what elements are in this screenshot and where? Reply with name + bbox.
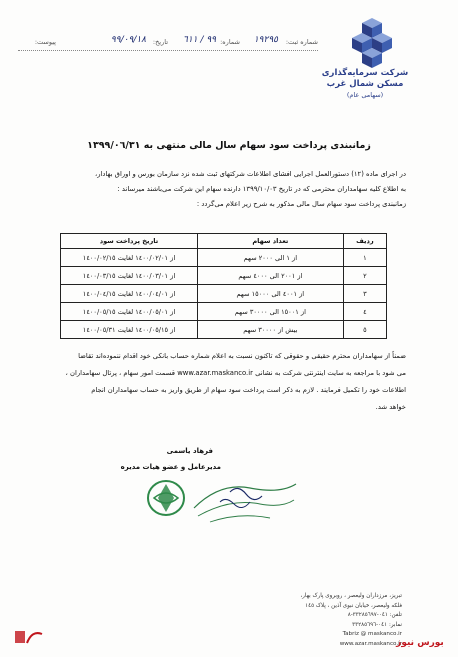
row-number: ٢ (343, 267, 386, 285)
company-name-line3: (سهامی عام) (346, 91, 384, 99)
share-range: از ١ الی ٢٠٠٠ سهم (197, 249, 343, 267)
table-row (61, 321, 387, 339)
intro-line-3: زمانبندی پرداخت سود سهام سال مالی مذکور به شرح زیر اعلام می‌گردد : (196, 200, 406, 208)
letter-number-label: شماره: (220, 38, 240, 46)
date-label: تاریخ: (152, 38, 168, 46)
company-name-line1: شرکت سرمایه‌گذاری (321, 68, 409, 78)
table-header-row (61, 234, 387, 249)
registration-number: ١٩٢٩٥ (253, 35, 278, 45)
row-number: ٤ (343, 303, 386, 321)
registration-label: شماره ثبت: (285, 38, 318, 46)
payment-period: از ١٤٠٠/٠٢/٠١ لغایت ١٤٠٠/٠٢/١٥ (61, 249, 198, 267)
document-title: زمانبندی پرداخت سود سهام سال مالی منتهی به ١٣٩٩/٠٦/٣١ (87, 140, 371, 151)
payment-schedule-table (60, 233, 387, 339)
row-number: ٥ (343, 321, 386, 339)
company-name (320, 68, 410, 100)
row-number: ٣ (343, 285, 386, 303)
footer-fax: نمابر: ٠٤١-٣٣٢٨٥٦٩٦ (352, 621, 402, 628)
signatory-role: مدیرعامل و عضو هیات مدیره (120, 463, 221, 471)
notice-line-2: می شود با مراجعه به سایت اینترنتی شرکت به نشانی www.azar.maskanco.ir قسمت امور سهام ، پرتال سهامداران ، (65, 369, 406, 377)
table-row (61, 267, 387, 285)
footer-line-1: تبریز، مرزداران ولیعصر ، روبروی پارک بهار، (300, 593, 402, 599)
share-range: از ٢٠٠١ الی ٤٠٠٠ سهم (197, 267, 343, 285)
payment-period: از ١٤٠٠/٠٥/٠١ لغایت ١٤٠٠/٠٥/١٥ (61, 303, 198, 321)
footer-email: Tabriz @ maskanco.ir (342, 631, 402, 637)
row-number: ١ (343, 249, 386, 267)
payment-period: از ١٤٠٠/٠٥/١٥ لغایت ١٤٠٠/٠٥/٣١ (61, 321, 198, 339)
notice-line-4: خواهد شد. (375, 403, 406, 411)
share-range: از ١٥٠٠١ الی ٣٠٠٠٠ سهم (197, 303, 343, 321)
news-logo-icon (14, 628, 44, 646)
share-range: از ٤٠٠١ الی ١٥٠٠٠ سهم (197, 285, 343, 303)
company-stamp-icon (190, 478, 300, 528)
footer-line-2: فلکه ولیعصر، خیابان نبوی آذین ، پلاک ١٤٥ (305, 602, 402, 609)
footer-website: www.azar.maskanco.ir (339, 640, 402, 647)
table-row (61, 303, 387, 321)
table-row (61, 249, 387, 267)
table-row (61, 285, 387, 303)
notice-line-3: اطلاعات خود را تکمیل فرمایند . لازم به ذکر است پرداخت سود سهام از طریق واریز به حساب سهامداران انجام (91, 386, 406, 394)
header-row-number: ردیف (343, 234, 386, 249)
notice-line-1: ضمناً از سهامداران محترم حقیقی و حقوقی که تاکنون نسبت به اعلام شماره حساب بانکی خود اقدام ننموده‌اند تقاضا (78, 352, 406, 360)
footer-address (272, 592, 402, 649)
company-logo-icon (344, 16, 400, 68)
header-share-count: تعداد سهام (197, 234, 343, 249)
meta-divider (18, 50, 318, 51)
share-range: بیش از ٣٠٠٠٠ سهم (197, 321, 343, 339)
letter-date: ٩٩/٠٩/١٨ (110, 35, 146, 45)
payment-period: از ١٤٠٠/٠٣/٠١ لغایت ١٤٠٠/٠٣/١٥ (61, 267, 198, 285)
signatory-name: فرهاد یاسمی (166, 447, 213, 455)
green-emblem-icon (144, 476, 188, 518)
company-name-line2: مسکن شمال غرب (326, 79, 404, 89)
letter-meta (18, 35, 318, 54)
attachment-label: پیوست: (34, 38, 56, 46)
intro-line-1: در اجرای ماده (١٢) دستورالعمل اجرایی افشای اطلاعات شرکتهای ثبت شده نزد سازمان بورس و اوراق بهادار، (95, 170, 406, 178)
watermark-text: بورس نیوز (396, 638, 444, 648)
letter-number: ٩٩ / ٦١١ (183, 35, 216, 45)
header-payment-date: تاریخ پرداخت سود (61, 234, 198, 249)
footer-phone: تلفن: ٠٤١-٣٣٢٨٥٦٩٧-٨ (347, 612, 402, 618)
payment-period: از ١٤٠٠/٠٤/٠١ لغایت ١٤٠٠/٠٤/١٥ (61, 285, 198, 303)
intro-line-2: به اطلاع کلیه سهامداران محترمی که در تاریخ ١٣٩٩/١٠/٠٣ دارنده سهام این شرکت می‌باشند میرساند : (117, 185, 406, 193)
